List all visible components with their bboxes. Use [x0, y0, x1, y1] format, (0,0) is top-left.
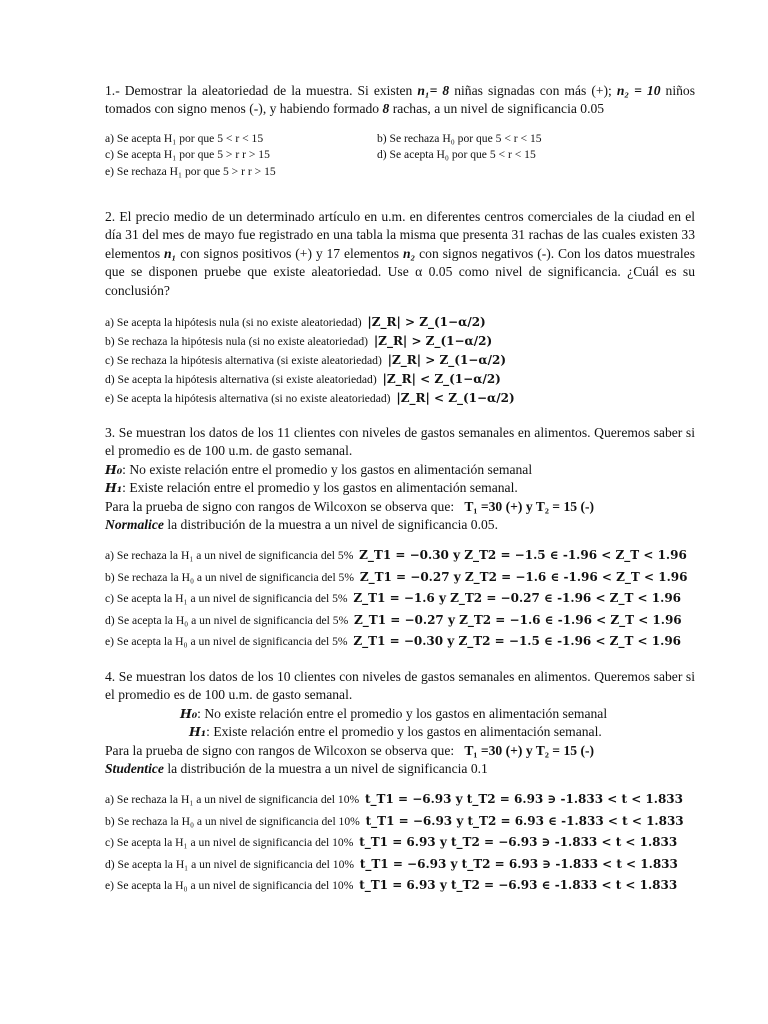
- q2-option-b-formula: |Z_R| > Z_(1−α/2): [373, 334, 493, 349]
- q1-option-c[interactable]: c) Se acepta H₁ por que 5 > r r > 15: [105, 148, 270, 162]
- q3-option-d[interactable]: [105, 610, 695, 631]
- q2-option-e-formula: |Z_R| < Z_(1−α/2): [396, 391, 515, 406]
- question-4: [105, 668, 695, 896]
- q3-option-d-formula: Z_T1 = −0.27 y Z_T2 = −1.6 ∈ -1.96 < Z_T < 1.96: [354, 612, 682, 627]
- q3-option-e-formula: Z_T1 = −0.30 y Z_T2 = −1.5 ∈ -1.96 < Z_T < 1.96: [353, 634, 682, 649]
- q4-option-e[interactable]: [105, 875, 695, 896]
- q2-option-c-text: c) Se rechaza la hipótesis alternativa (si existe aleatoriedad): [105, 354, 382, 368]
- q2-option-a-formula: |Z_R| > Z_(1−α/2): [367, 315, 486, 330]
- q1-option-d[interactable]: d) Se acepta H₀ por que 5 < r < 15: [377, 148, 536, 162]
- q4-option-d-text: d) Se acepta la H₁ a un nivel de significancia del 10%: [105, 857, 355, 871]
- q4-option-a-formula: t_T1 = −6.93 y t_T2 = 6.93 ∋ -1.833 < t < 1.833: [364, 792, 684, 807]
- q4-option-c-text: c) Se acepta la H₁ a un nivel de significancia del 10%: [105, 836, 354, 850]
- q2-text-2: con signos positivos (+) y 17 elementos: [180, 245, 400, 261]
- q4-option-d[interactable]: [105, 854, 695, 875]
- q1-n1: n₁= 8: [417, 83, 450, 98]
- q3-normalize-line: [105, 516, 695, 534]
- question-1: [105, 82, 695, 181]
- q3-option-b-text: b) Se rechaza la H₀ a un nivel de significancia del 5%: [105, 570, 355, 584]
- q4-option-d-formula: t_T1 = −6.93 y t_T2 = 6.93 ∋ -1.833 < t < 1.833: [359, 856, 678, 871]
- q2-option-b-text: b) Se rechaza la hipótesis nula (si no existe aleatoriedad): [105, 335, 369, 349]
- q2-option-c-formula: |Z_R| > Z_(1−α/2): [387, 353, 506, 368]
- q3-line-1: 3. Se muestran los datos de los 11 clientes con niveles de gastos semanales en alimentos. Queremos saber si el promedio es de 100 u.m. de gasto semanal.: [105, 425, 695, 459]
- q1-option-b[interactable]: b) Se rechaza H₀ por que 5 < r < 15: [377, 131, 542, 145]
- question-4-statement: [105, 668, 695, 705]
- q2-option-a-text: a) Se acepta la hipótesis nula (si no existe aleatoriedad): [105, 316, 362, 330]
- q3-option-a-text: a) Se rechaza la H₁ a un nivel de significancia del 5%: [105, 549, 354, 563]
- question-2-options: [105, 313, 695, 408]
- q1-option-e[interactable]: e) Se rechaza H₁ por que 5 > r r > 15: [105, 165, 276, 178]
- q3-option-a[interactable]: [105, 545, 695, 566]
- q2-option-d-text: d) Se acepta la hipótesis alternativa (si existe aleatoriedad): [105, 373, 377, 387]
- q3-wilcoxon-line: [105, 498, 695, 516]
- q4-studentize-text: la distribución de la muestra a un nivel de significancia 0.1: [167, 761, 488, 777]
- q3-h0: H₀: [105, 461, 123, 477]
- q4-studentice: Studentice: [105, 761, 164, 777]
- q3-option-b[interactable]: [105, 567, 695, 588]
- q3-normalice: Normalice: [105, 517, 164, 533]
- question-3-options: [105, 545, 695, 652]
- q3-h1: H₁: [105, 480, 123, 496]
- q4-option-b-formula: t_T1 = −6.93 y t_T2 = 6.93 ∈ -1.833 < t < 1.833: [365, 813, 684, 828]
- q1-rachas: 8: [382, 101, 390, 117]
- q3-h1-text: : Existe relación entre el promedio y los gastos en alimentación semanal.: [122, 480, 518, 496]
- question-1-options: [105, 131, 695, 181]
- q4-option-a[interactable]: [105, 789, 695, 810]
- q2-n2: n₂: [402, 245, 416, 261]
- question-1-statement: [105, 82, 695, 119]
- q3-option-e[interactable]: [105, 631, 695, 652]
- q1-n2: n₂ = 10: [616, 83, 661, 98]
- q4-t-values: T₁ =30 (+) y T₂ = 15 (-): [464, 742, 595, 758]
- q4-h0: H₀: [180, 705, 198, 721]
- question-2: [105, 208, 695, 408]
- q3-t-values: T₁ =30 (+) y T₂ = 15 (-): [464, 498, 595, 514]
- q4-h1: H₁: [189, 724, 207, 740]
- q3-option-c-formula: Z_T1 = −1.6 y Z_T2 = −0.27 ∈ -1.96 < Z_T < 1.96: [353, 591, 682, 606]
- q2-option-e-text: e) Se acepta la hipótesis alternativa (si no existe aleatoriedad): [105, 392, 391, 406]
- question-4-options: [105, 789, 695, 896]
- q1-text-2: niñas signadas con más (+);: [454, 83, 612, 98]
- question-2-statement: [105, 208, 695, 300]
- q3-option-a-formula: Z_T1 = −0.30 y Z_T2 = −1.5 ∈ -1.96 < Z_T < 1.96: [359, 548, 687, 563]
- q2-text-3: con signos negativos (-). Con los datos muestrales que se disponen pruebe que existe aleatoriedad. Use α 0.05 como nivel de significancia. ¿Cuál es su conclusión?: [105, 245, 696, 298]
- q4-wilcoxon-line: [105, 742, 695, 760]
- q2-option-c[interactable]: [105, 351, 695, 370]
- q4-studentize-line: [105, 760, 695, 778]
- q4-h1-line: [105, 723, 695, 741]
- q3-h0-text: : No existe relación entre el promedio y los gastos en alimentación semanal: [122, 461, 533, 477]
- q3-option-b-formula: Z_T1 = −0.27 y Z_T2 = −1.6 ∈ -1.96 < Z_T < 1.96: [359, 569, 688, 584]
- q3-h0-line: [105, 461, 695, 479]
- q4-option-c-formula: t_T1 = 6.93 y t_T2 = −6.93 ∋ -1.833 < t < 1.833: [359, 835, 678, 850]
- question-3-statement: [105, 424, 695, 461]
- q4-option-e-text: e) Se acepta la H₀ a un nivel de significancia del 10%: [105, 879, 354, 893]
- q2-text-1: 2. El precio medio de un determinado artículo en u.m. en diferentes centros comerciales de la ciudad en el día 31 del mes de mayo fue registrado en una tabla la misma que presenta 31 rachas de las cuales existen 33 elementos: [105, 209, 695, 261]
- q1-text-1: 1.- Demostrar la aleatoriedad de la muestra. Si existen: [105, 83, 413, 98]
- q4-option-b[interactable]: [105, 811, 695, 832]
- q2-option-d-formula: |Z_R| < Z_(1−α/2): [382, 372, 501, 387]
- q4-option-a-text: a) Se rechaza la H₁ a un nivel de significancia del 10%: [105, 793, 360, 807]
- q4-option-e-formula: t_T1 = 6.93 y t_T2 = −6.93 ∈ -1.833 < t < 1.833: [359, 878, 678, 893]
- q3-normalize-text: la distribución de la muestra a un nivel de significancia 0.05.: [167, 517, 498, 533]
- q4-option-b-text: b) Se rechaza la H₀ a un nivel de significancia del 10%: [105, 814, 360, 828]
- q4-h1-text: : Existe relación entre el promedio y los gastos en alimentación semanal.: [206, 724, 602, 740]
- q3-option-e-text: e) Se acepta la H₀ a un nivel de significancia del 5%: [105, 635, 348, 649]
- q1-text-4: rachas, a un nivel de significancia 0.05: [392, 101, 605, 117]
- q4-wilcoxon-text: Para la prueba de signo con rangos de Wilcoxon se observa que:: [105, 742, 455, 758]
- q3-h1-line: [105, 479, 695, 497]
- q4-h0-text: : No existe relación entre el promedio y los gastos en alimentación semanal: [197, 705, 608, 721]
- q3-option-d-text: d) Se acepta la H₀ a un nivel de significancia del 5%: [105, 613, 349, 627]
- q3-option-c-text: c) Se acepta la H₁ a un nivel de significancia del 5%: [105, 592, 348, 606]
- q2-option-a[interactable]: [105, 313, 695, 332]
- q2-option-d[interactable]: [105, 370, 695, 389]
- q2-option-b[interactable]: [105, 332, 695, 351]
- q3-option-c[interactable]: [105, 588, 695, 609]
- question-3: [105, 424, 695, 652]
- q1-option-a[interactable]: a) Se acepta H₁ por que 5 < r < 15: [105, 131, 264, 145]
- q1-text-3: niños tomados con signo menos (-), y habiendo formado: [105, 83, 695, 117]
- q2-n1: n₁: [164, 245, 177, 261]
- q4-option-c[interactable]: [105, 832, 695, 853]
- q4-h0-line: [105, 705, 695, 723]
- q3-wilcoxon-text: Para la prueba de signo con rangos de Wilcoxon se observa que:: [105, 498, 455, 514]
- q2-option-e[interactable]: [105, 389, 695, 408]
- q4-line-1: 4. Se muestran los datos de los 10 clientes con niveles de gastos semanales en alimentos. Queremos saber si el promedio es de 100 u.m. de gasto semanal.: [105, 669, 695, 703]
